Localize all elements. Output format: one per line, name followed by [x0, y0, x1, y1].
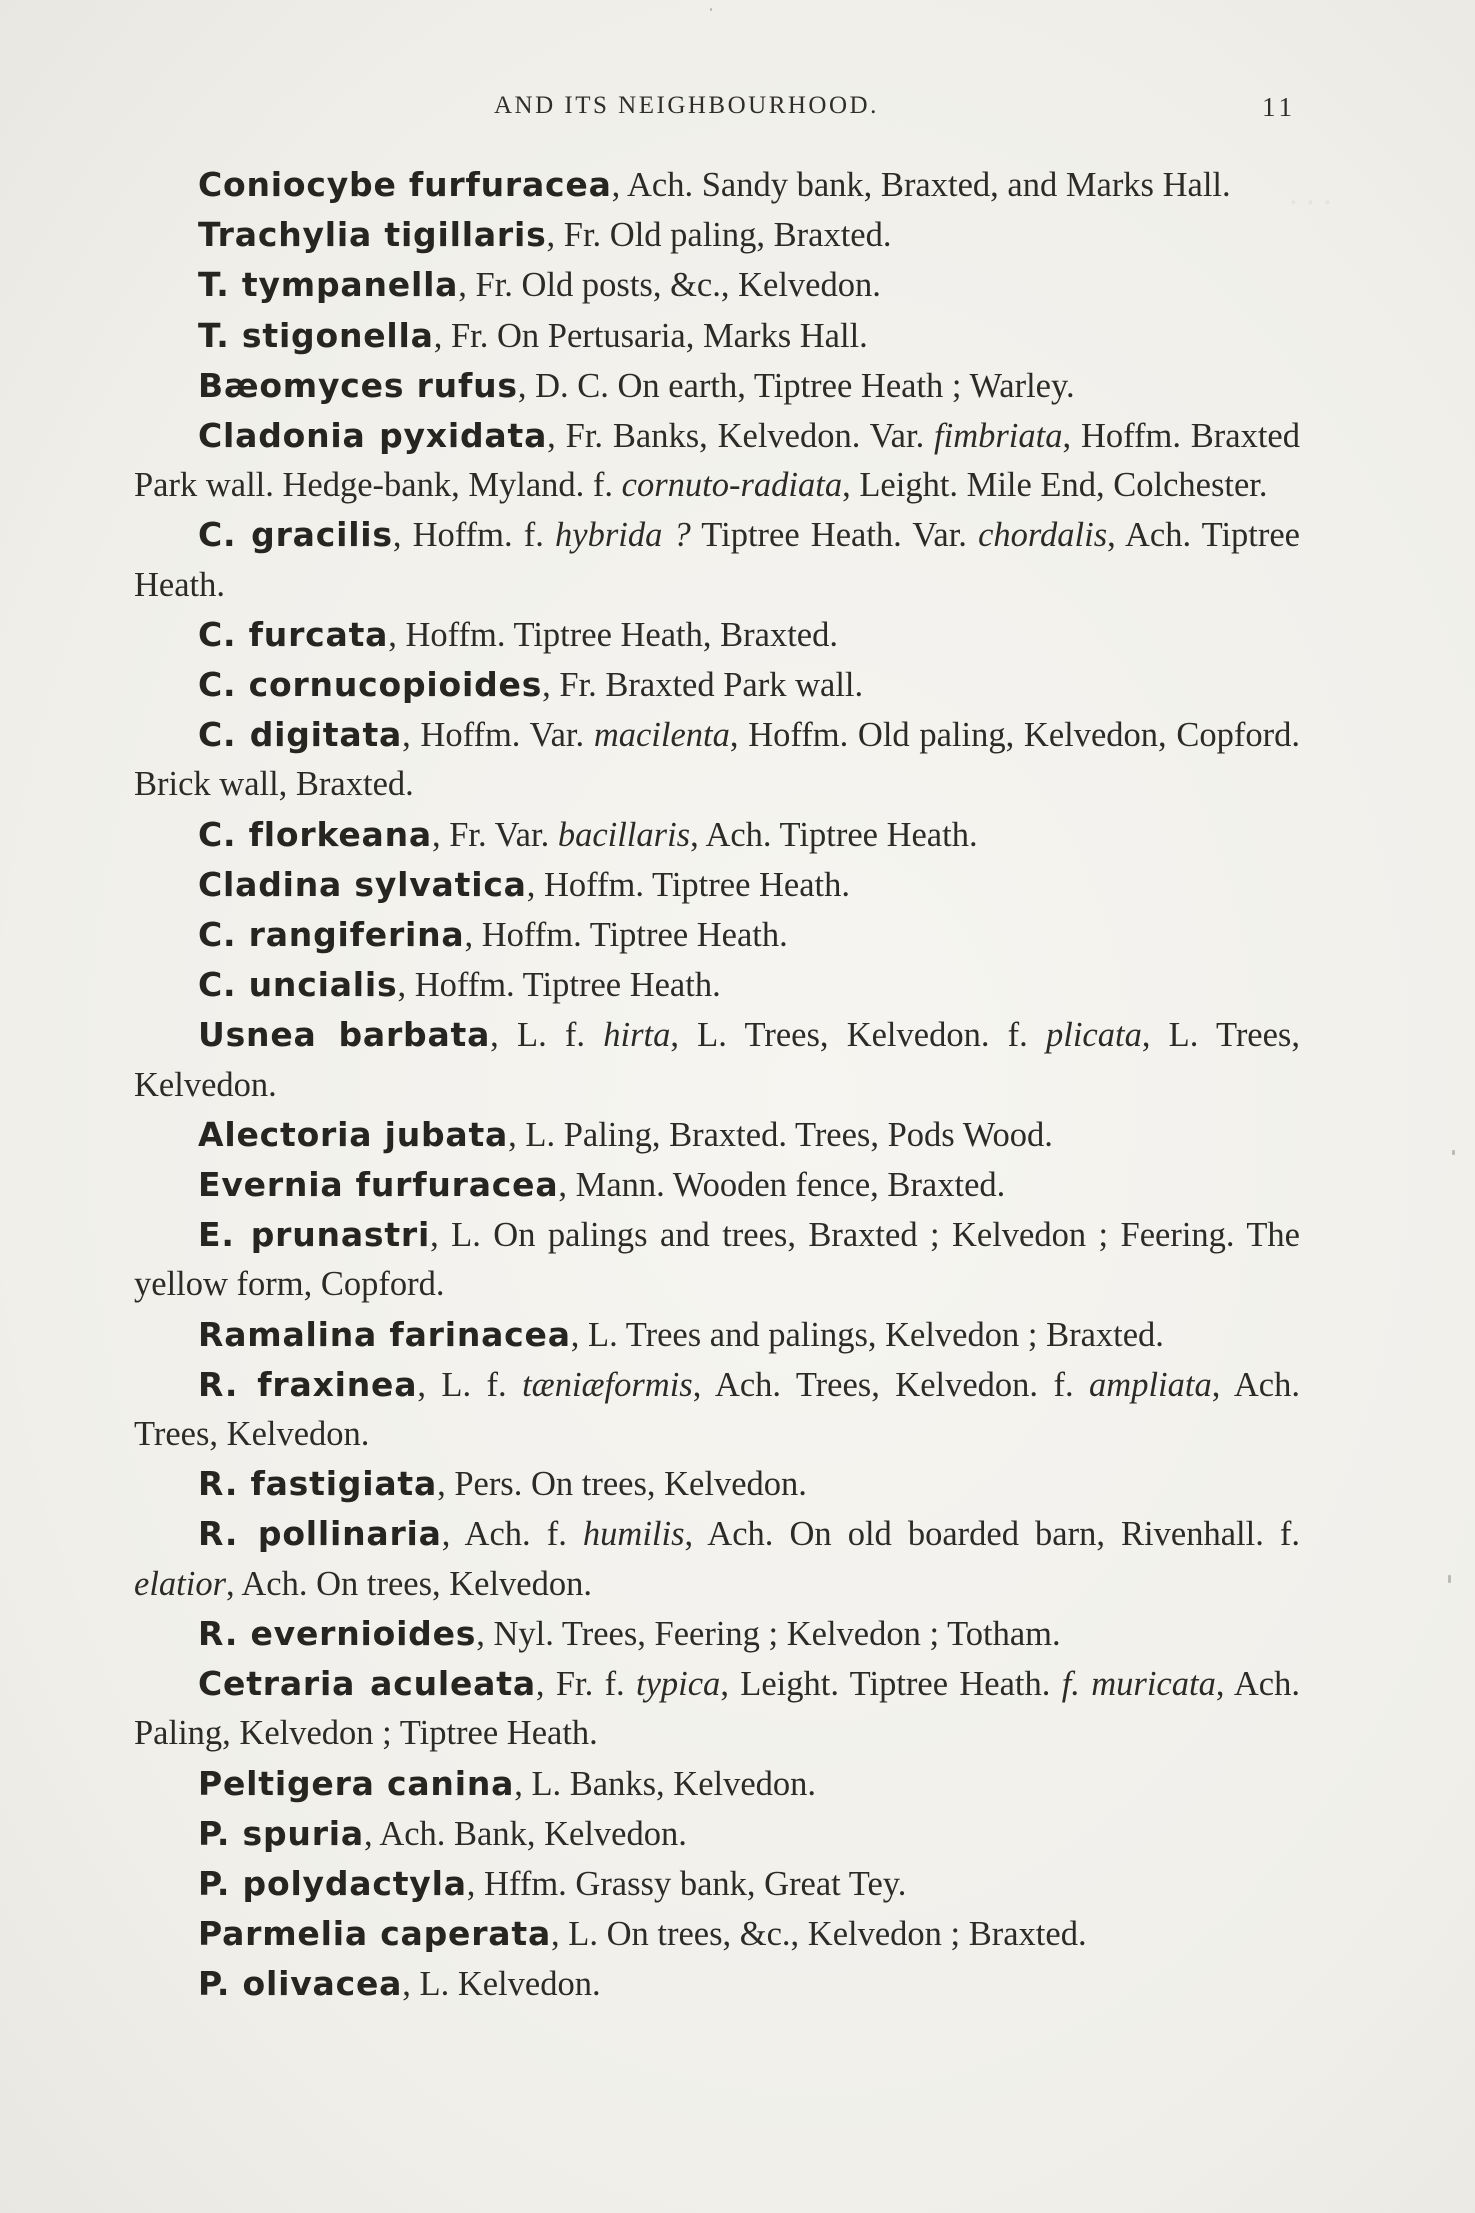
- species-entry: [134, 1310, 1300, 1360]
- variety-name: fimbriata: [934, 417, 1063, 456]
- species-name: E. prunastri: [198, 1215, 431, 1255]
- species-name: C. uncialis: [198, 965, 398, 1005]
- entry-text: , Nyl. Trees, Feering ; Kelvedon ; Totham.: [476, 1614, 1061, 1653]
- entry-text: , Ach. Tiptree Heath.: [690, 815, 978, 854]
- entry-text: , L. Trees, Kelvedon. f.: [670, 1016, 1046, 1055]
- species-name: Bæomyces rufus: [198, 365, 518, 405]
- running-head: [0, 92, 1475, 132]
- species-name: T. tympanella: [198, 265, 459, 305]
- species-name: Parmelia caperata: [198, 1914, 552, 1954]
- species-name: Evernia furfuracea: [198, 1165, 559, 1205]
- species-name: R. pollinaria: [198, 1514, 442, 1554]
- entry-text: , Fr. Banks, Kelvedon. Var.: [547, 417, 935, 456]
- variety-name: humilis: [582, 1515, 685, 1554]
- entry-text: , Hoffm. Tiptree Heath, Braxted.: [388, 615, 838, 654]
- species-name: Cladonia pyxidata: [198, 416, 548, 456]
- species-name: P. polydactyla: [198, 1863, 467, 1903]
- species-entry: [134, 1459, 1300, 1509]
- species-name: Peltigera canina: [198, 1763, 515, 1803]
- species-entry: [134, 1509, 1300, 1608]
- entry-text: , L. Banks, Kelvedon.: [514, 1764, 817, 1803]
- entry-text: , Fr. Braxted Park wall.: [542, 666, 864, 705]
- species-entry: [134, 1010, 1300, 1109]
- entry-text: , Fr. Old posts, &c., Kelvedon.: [458, 266, 881, 305]
- entry-text: , Mann. Wooden fence, Braxted.: [558, 1166, 1006, 1205]
- entry-text: , Leight. Mile End, Colchester.: [842, 466, 1268, 505]
- species-entry: [134, 1110, 1300, 1160]
- species-name: P. olivacea: [198, 1964, 403, 2004]
- species-name: R. evernioides: [198, 1613, 477, 1653]
- species-entry: [134, 860, 1300, 910]
- entry-text: , L. Paling, Braxted. Trees, Pods Wood.: [508, 1115, 1053, 1154]
- species-name: Alectoria jubata: [198, 1114, 509, 1154]
- entry-text: , L. Kelvedon.: [402, 1965, 601, 2004]
- species-entry: [134, 960, 1300, 1010]
- entry-text: , Ach. On old boarded barn, Rivenhall. f.: [684, 1515, 1300, 1554]
- entry-text: , L. f.: [490, 1016, 604, 1055]
- species-name: Usnea barbata: [198, 1015, 491, 1055]
- species-entry: [134, 1160, 1300, 1210]
- species-entry: [134, 361, 1300, 411]
- entry-text: , Fr. Old paling, Braxted.: [546, 216, 892, 255]
- species-list: [134, 160, 1300, 2010]
- variety-name: f. muricata: [1061, 1665, 1216, 1704]
- species-name: P. spuria: [198, 1813, 364, 1853]
- show-through-texture: . . .: [1290, 175, 1333, 212]
- variety-name: elatior: [134, 1564, 226, 1603]
- entry-text: , Ach. Trees, Kelvedon. f.: [692, 1365, 1090, 1404]
- species-name: Cladina sylvatica: [198, 864, 527, 904]
- species-name: T. stigonella: [198, 315, 434, 355]
- entry-text: , Ach. Trees, Kelvedon.: [134, 1365, 1300, 1454]
- entry-text: , Ach. Paling, Kelvedon ; Tiptree Heath.: [134, 1665, 1300, 1753]
- species-name: C. florkeana: [198, 814, 432, 854]
- species-entry: [134, 210, 1300, 260]
- species-entry: [134, 1759, 1300, 1809]
- species-entry: [134, 1859, 1300, 1909]
- entry-text: , L. On trees, &c., Kelvedon ; Braxted.: [551, 1915, 1087, 1954]
- variety-name: typica: [636, 1665, 721, 1704]
- species-entry: [134, 510, 1300, 609]
- species-name: Coniocybe furfuracea: [198, 165, 612, 204]
- variety-name: bacillaris: [557, 815, 691, 854]
- variety-name: hybrida ?: [555, 516, 691, 555]
- entry-text: , Pers. On trees, Kelvedon.: [437, 1465, 807, 1504]
- species-entry: [134, 160, 1300, 210]
- entry-text: , Hoffm. f.: [392, 516, 556, 555]
- species-entry: [134, 660, 1300, 710]
- species-entry: [134, 1609, 1300, 1659]
- species-name: C. rangiferina: [198, 915, 465, 955]
- entry-text: , Leight. Tiptree Heath.: [720, 1665, 1062, 1704]
- species-entry: [134, 311, 1300, 361]
- entry-text: , Hoffm. Tiptree Heath.: [397, 966, 721, 1005]
- species-entry: [134, 1809, 1300, 1859]
- species-entry: [134, 260, 1300, 310]
- variety-name: chordalis: [978, 516, 1108, 555]
- entry-text: , L. f.: [417, 1365, 523, 1404]
- species-name: Trachylia tigillaris: [198, 215, 547, 255]
- species-entry: [134, 1210, 1300, 1309]
- species-name: R. fraxinea: [198, 1364, 418, 1404]
- variety-name: hirta: [603, 1016, 671, 1055]
- species-name: Ramalina farinacea: [198, 1314, 571, 1354]
- paper-speck: [1448, 1575, 1451, 1583]
- entry-text: , Fr. f.: [535, 1665, 637, 1704]
- page-number: 11: [1262, 92, 1296, 122]
- species-entry: [134, 610, 1300, 660]
- entry-text: , Hoffm. Old paling, Kelvedon, Copford. Brick wall, Braxted.: [134, 716, 1301, 804]
- variety-name: tæniæformis: [522, 1365, 693, 1404]
- entry-text: , Ach. f.: [441, 1515, 583, 1554]
- entry-text: , Hoffm. Tiptree Heath.: [464, 916, 788, 955]
- species-name: Cetraria aculeata: [198, 1664, 536, 1704]
- running-title: AND ITS NEIGHBOURHOOD.: [494, 92, 879, 119]
- species-entry: [134, 1360, 1300, 1459]
- species-name: C. gracilis: [198, 515, 393, 555]
- entry-text: Tiptree Heath. Var.: [690, 516, 979, 555]
- variety-name: cornuto-radiata: [621, 466, 843, 505]
- entry-text: , Ach. Bank, Kelvedon.: [363, 1814, 687, 1853]
- paper-speck: [1452, 1150, 1455, 1155]
- species-name: C. cornucopioides: [198, 665, 543, 705]
- species-name: C. furcata: [198, 614, 389, 654]
- species-entry: [134, 1909, 1300, 1959]
- entry-text: , Hoffm. Tiptree Heath.: [526, 865, 851, 904]
- species-entry: [134, 810, 1300, 860]
- entry-text: , Fr. Var.: [431, 815, 558, 854]
- entry-text: , Ach. On trees, Kelvedon.: [226, 1564, 592, 1603]
- variety-name: plicata: [1046, 1016, 1142, 1055]
- species-name: R. fastigiata: [198, 1464, 438, 1504]
- entry-text: , Hoffm. Var.: [402, 716, 594, 755]
- variety-name: ampliata: [1089, 1365, 1212, 1404]
- entry-text: , Hffm. Grassy bank, Great Tey.: [466, 1864, 907, 1903]
- entry-text: , L. Trees, Kelvedon.: [134, 1016, 1300, 1104]
- entry-text: , Ach. Tiptree Heath.: [134, 516, 1300, 604]
- entry-text: , Ach. Sandy bank, Braxted, and Marks Hall.: [611, 166, 1231, 204]
- entry-text: , Hoffm. Braxted Park wall. Hedge-bank, Myland. f.: [134, 417, 1300, 505]
- species-entry: [134, 910, 1300, 960]
- species-entry: [134, 1659, 1300, 1758]
- entry-text: , D. C. On earth, Tiptree Heath ; Warley.: [517, 366, 1075, 405]
- species-entry: [134, 411, 1300, 510]
- species-entry: [134, 710, 1300, 809]
- species-name: C. digitata: [198, 715, 403, 755]
- entry-text: , L. On palings and trees, Braxted ; Kelvedon ; Feering. The yellow form, Copford.: [134, 1216, 1300, 1304]
- paper-speck: [710, 8, 712, 11]
- variety-name: macilenta: [593, 716, 730, 755]
- entry-text: , Fr. On Pertusaria, Marks Hall.: [433, 316, 868, 355]
- species-entry: [134, 1959, 1300, 2009]
- entry-text: , L. Trees and palings, Kelvedon ; Braxted.: [570, 1315, 1164, 1354]
